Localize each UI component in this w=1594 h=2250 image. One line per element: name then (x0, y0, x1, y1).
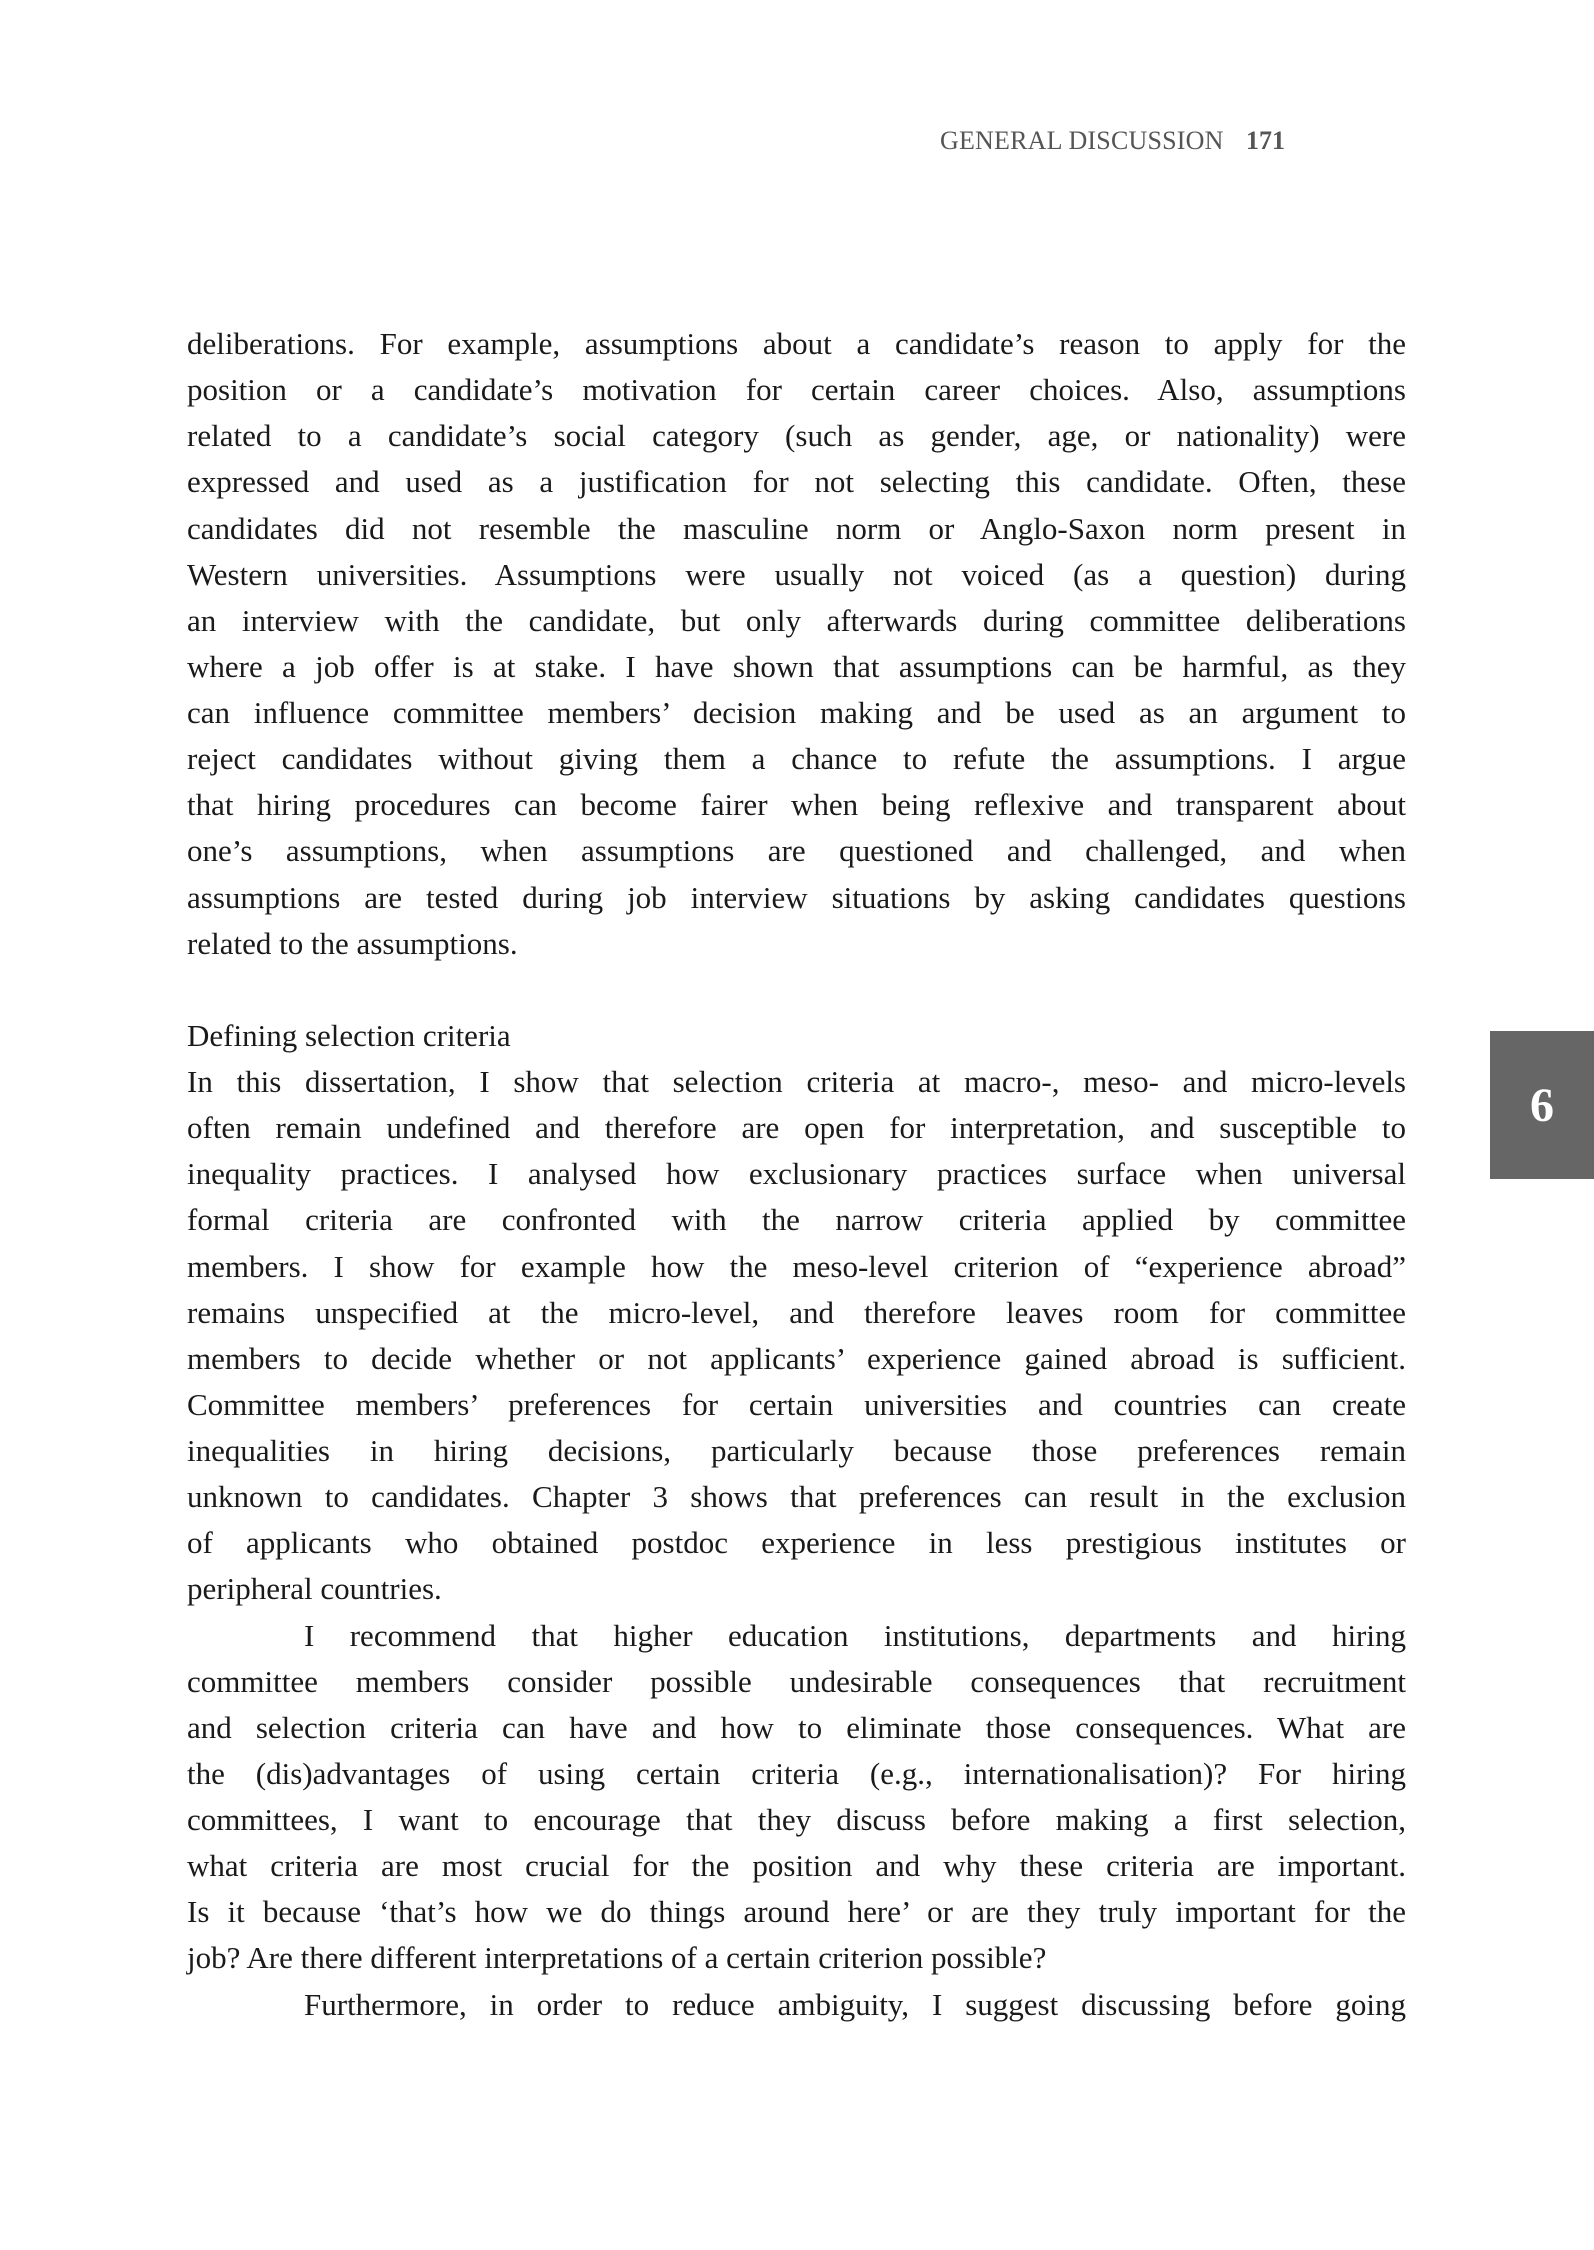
paragraph (187, 1059, 1406, 1613)
text-line: inequalities in hiring decisions, particularly because those preferences remain (187, 1433, 1406, 1468)
text-line: often remain undefined and therefore are open for interpretation, and susceptible to (187, 1110, 1406, 1146)
text-line: position or a candidate’s motivation for certain career choices. Also, assumptions (187, 372, 1406, 408)
text-line: an interview with the candidate, but only afterwards during committee deliberations (187, 602, 1406, 638)
paragraph-spacer (187, 967, 1406, 1013)
text-line: I recommend that higher education institutions, departments and hiring (304, 1617, 1406, 1653)
text-line: assumptions are tested during job interview situations by asking candidates questions (187, 879, 1406, 915)
page-number: 171 (1246, 126, 1285, 155)
text-line: what criteria are most crucial for the position and why these criteria are important. (187, 1848, 1406, 1884)
text-line: reject candidates without giving them a chance to refute the assumptions. I argue (187, 741, 1406, 777)
text-line: inequality practices. I analysed how exclusionary practices surface when universal (187, 1156, 1406, 1192)
text-line: job? Are there different interpretations of a certain criterion possible? (187, 1940, 1047, 1976)
text-line: Furthermore, in order to reduce ambiguity, I suggest discussing before going (304, 1986, 1406, 2022)
chapter-tab (1490, 1031, 1594, 1179)
text-line: formal criteria are confronted with the narrow criteria applied by committee (187, 1202, 1406, 1238)
text-line: of applicants who obtained postdoc experience in less prestigious institutes or (187, 1525, 1406, 1561)
text-line: committee members consider possible undesirable consequences that recruitment (187, 1663, 1406, 1699)
text-line: deliberations. For example, assumptions about a candidate’s reason to apply for the (187, 326, 1406, 361)
running-head-title: GENERAL DISCUSSION (940, 126, 1224, 155)
text-line: committees, I want to encourage that they discuss before making a first selection, (187, 1802, 1406, 1837)
text-line: where a job offer is at stake. I have shown that assumptions can be harmful, as they (187, 648, 1406, 684)
text-line (187, 967, 1406, 1013)
text-line: remains unspecified at the micro-level, and therefore leaves room for committee (187, 1294, 1406, 1330)
text-line: that hiring procedures can become fairer when being reflexive and transparent about (187, 787, 1406, 823)
text-line: expressed and used as a justification for not selecting this candidate. Often, these (187, 464, 1406, 500)
paragraph (187, 1613, 1406, 1982)
text-line: Is it because ‘that’s how we do things around here’ or are they truly important for the (187, 1894, 1406, 1930)
text-line: related to a candidate’s social category (such as gender, age, or nationality) were (187, 418, 1406, 454)
chapter-tab-label: 6 (1530, 1078, 1554, 1132)
text-line: peripheral countries. (187, 1571, 442, 1607)
text-line: one’s assumptions, when assumptions are questioned and challenged, and when (187, 833, 1406, 869)
text-line: members to decide whether or not applicants’ experience gained abroad is sufficient. (187, 1340, 1406, 1376)
text-line: and selection criteria can have and how to eliminate those consequences. What are (187, 1709, 1406, 1745)
text-line: can influence committee members’ decision making and be used as an argument to (187, 695, 1406, 730)
paragraph (187, 1982, 1406, 2028)
text-line: unknown to candidates. Chapter 3 shows that preferences can result in the exclusion (187, 1479, 1406, 1515)
text-line: In this dissertation, I show that selection criteria at macro-, meso- and micro-levels (187, 1064, 1406, 1099)
body-text (187, 321, 1406, 2028)
section-heading-text: Defining selection criteria (187, 1017, 511, 1053)
text-line: related to the assumptions. (187, 925, 518, 961)
text-line: candidates did not resemble the masculine norm or Anglo-Saxon norm present in (187, 510, 1406, 546)
text-line: Committee members’ preferences for certain universities and countries can create (187, 1386, 1406, 1422)
text-line: Western universities. Assumptions were usually not voiced (as a question) during (187, 556, 1406, 592)
text-line: the (dis)advantages of using certain criteria (e.g., internationalisation)? For hiring (187, 1755, 1406, 1791)
text-line: members. I show for example how the meso-level criterion of “experience abroad” (187, 1248, 1406, 1284)
section-heading (187, 1013, 1406, 1059)
paragraph (187, 321, 1406, 967)
